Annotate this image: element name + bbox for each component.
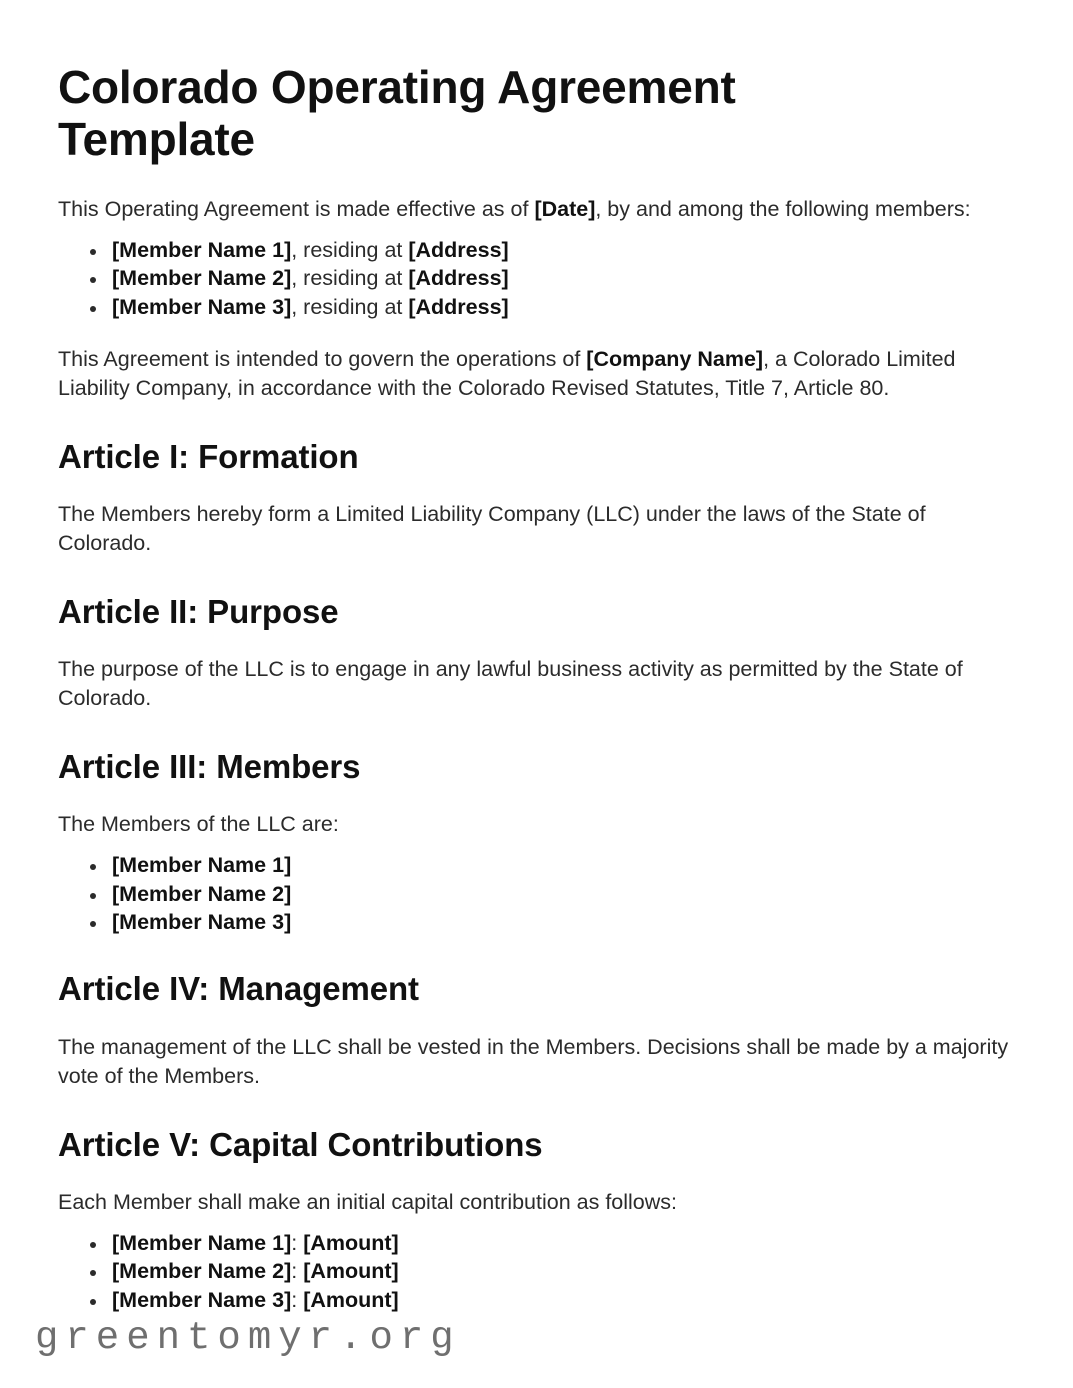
- members-list: [58, 853, 1015, 935]
- site-watermark: greentomyr.org: [35, 1316, 461, 1360]
- article-body-management: The management of the LLC shall be vested in the Members. Decisions shall be made by a majority vote of the Members.: [58, 1034, 1009, 1088]
- list-item: [58, 266, 1015, 291]
- article-heading-formation: Article I: Formation: [58, 437, 359, 475]
- date-placeholder: [Date]: [534, 197, 596, 222]
- contribution-amount: [Amount]: [303, 1259, 399, 1284]
- member-name: [Member Name 3]: [112, 909, 292, 934]
- list-item: [58, 1231, 1015, 1256]
- governing-paragraph: [58, 345, 1015, 403]
- company-name-placeholder: [Company Name]: [586, 346, 764, 371]
- member-name: [Member Name 1]: [112, 237, 292, 262]
- spacer: [58, 323, 1015, 345]
- article-heading-members: Article III: Members: [58, 747, 361, 785]
- residing-text: , residing at: [291, 294, 409, 319]
- article-body-capital-contributions: Each Member shall make an initial capital contribution as follows:: [58, 1190, 678, 1215]
- intro-prefix: This Operating Agreement is made effective as of: [58, 197, 535, 222]
- separator: :: [291, 1287, 304, 1312]
- page-title: Colorado Operating Agreement Template: [58, 61, 736, 165]
- list-item: [58, 1259, 1015, 1284]
- member-address: [Address]: [408, 266, 509, 291]
- residing-text: , residing at: [291, 237, 409, 262]
- contribution-amount: [Amount]: [303, 1287, 399, 1312]
- article-body-members: The Members of the LLC are:: [58, 812, 339, 837]
- article-heading-capital-contributions: Article V: Capital Contributions: [58, 1125, 543, 1163]
- separator: :: [291, 1230, 304, 1255]
- contribution-amount: [Amount]: [303, 1230, 399, 1255]
- article-heading-management: Article IV: Management: [58, 970, 419, 1008]
- article-body-purpose: The purpose of the LLC is to engage in any lawful business activity as permitted by the State of Colorado.: [58, 657, 963, 711]
- list-item: [58, 910, 1015, 935]
- separator: :: [291, 1259, 304, 1284]
- member-name: [Member Name 1]: [112, 1230, 292, 1255]
- member-name: [Member Name 3]: [112, 1287, 292, 1312]
- governing-suffix: , a Colorado Limited Liability Company, in accordance with the Colorado Revised Statutes, Title 7, Article 80.: [58, 346, 956, 400]
- member-name: [Member Name 2]: [112, 266, 292, 291]
- list-item: [58, 295, 1015, 320]
- member-name: [Member Name 3]: [112, 294, 292, 319]
- member-address: [Address]: [408, 294, 509, 319]
- residing-text: , residing at: [291, 266, 409, 291]
- list-item: [58, 853, 1015, 878]
- list-item: [58, 882, 1015, 907]
- list-item: [58, 1288, 1015, 1313]
- capital-contributions-list: [58, 1231, 1015, 1313]
- governing-prefix: This Agreement is intended to govern the operations of: [58, 346, 587, 371]
- member-name: [Member Name 1]: [112, 853, 292, 878]
- member-name: [Member Name 2]: [112, 881, 292, 906]
- list-item: [58, 238, 1015, 263]
- intro-suffix: , by and among the following members:: [595, 197, 971, 222]
- article-heading-purpose: Article II: Purpose: [58, 592, 339, 630]
- member-address: [Address]: [408, 237, 509, 262]
- member-address-list: [58, 238, 1015, 320]
- member-name: [Member Name 2]: [112, 1259, 292, 1284]
- intro-paragraph: [58, 195, 1015, 224]
- article-body-formation: The Members hereby form a Limited Liability Company (LLC) under the laws of the State of Colorado.: [58, 502, 926, 555]
